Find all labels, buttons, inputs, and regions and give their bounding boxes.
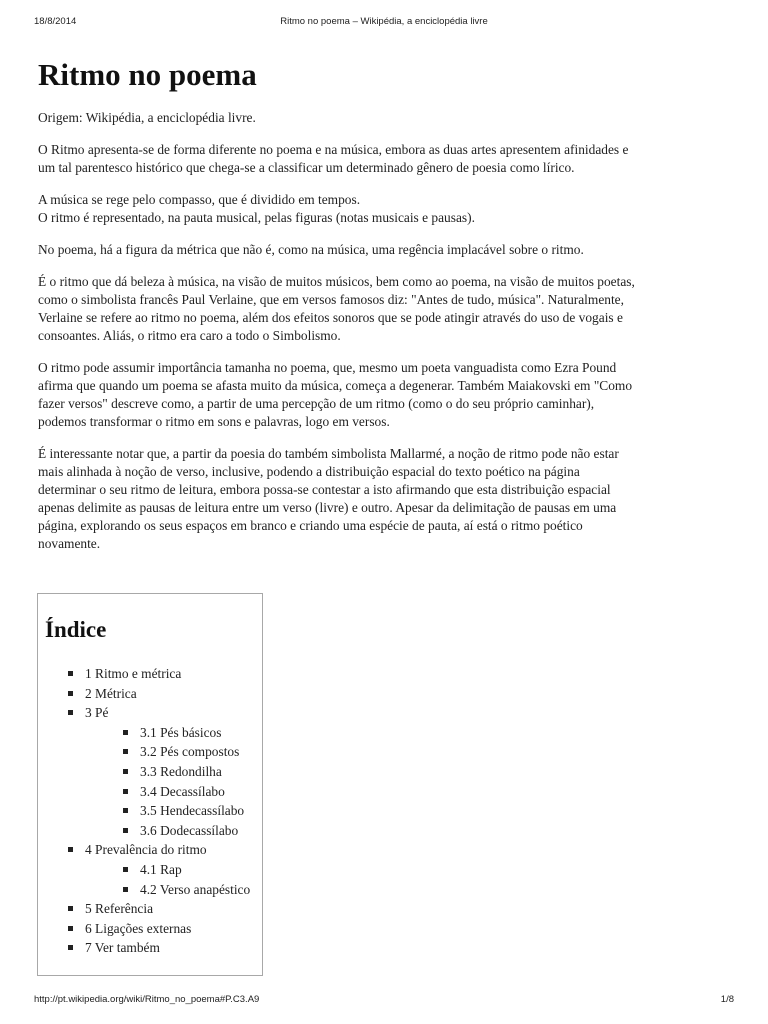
paragraph-line: podemos transformar o ritmo em sons e palavras, logo em versos.: [38, 414, 390, 429]
paragraph-line: O Ritmo apresenta-se de forma diferente no poema e na música, embora as duas artes apresentem afinidades e: [38, 142, 629, 157]
toc-link[interactable]: 5 Referência: [85, 901, 154, 917]
bullet-icon: [123, 887, 128, 892]
paragraph-line: consoantes. Aliás, o ritmo era caro a todo o Simbolismo.: [38, 328, 341, 343]
paragraph-line: apenas delimite as pausas de leitura entre um verso (livre) e outro. Apesar da delimitação de pausas em uma: [38, 500, 617, 515]
toc-item: [68, 742, 250, 762]
bullet-icon: [68, 847, 73, 852]
toc-item: [68, 938, 250, 958]
paragraph-line: É interessante notar que, a partir da poesia do também simbolista Mallarmé, a noção de ritmo pode não estar: [38, 446, 619, 461]
toc-link[interactable]: 4 Prevalência do ritmo: [85, 842, 207, 858]
article-paragraph: [38, 141, 738, 177]
toc-link[interactable]: 7 Ver também: [85, 940, 160, 956]
bullet-icon: [68, 710, 73, 715]
toc-link[interactable]: 3.3 Redondilha: [140, 763, 222, 779]
toc-item: [68, 880, 250, 900]
bullet-icon: [68, 671, 73, 676]
toc-title: Índice: [45, 617, 107, 642]
toc-link[interactable]: 3.4 Decassílabo: [140, 783, 225, 799]
paragraph-line: Verlaine se refere ao ritmo no poema, além dos efeitos sonoros que se pode atingir através do uso de vogais e: [38, 310, 623, 325]
bullet-icon: [123, 769, 128, 774]
toc-item: [68, 821, 250, 841]
paragraph-line: A música se rege pelo compasso, que é dividido em tempos.: [38, 192, 361, 207]
toc-item: [68, 723, 250, 743]
bullet-icon: [123, 867, 128, 872]
print-footer: [34, 994, 734, 1008]
article-paragraph: [38, 273, 738, 345]
article-title: Ritmo no poema: [38, 57, 257, 92]
article-paragraph: [38, 241, 738, 259]
paragraph-line: um tal parentesco histórico que chega-se a classificar um determinado gênero de poesia como lírico.: [38, 160, 575, 175]
bullet-icon: [68, 945, 73, 950]
paragraph-line: mais alinhada à noção de verso, inclusive, podendo a distribuição espacial do texto poético na página: [38, 464, 580, 479]
article-content: [38, 56, 738, 567]
paragraph-line: afirma que quando um poema se afasta muito da música, começa a degenerar. Também Maiakovski em "Como: [38, 378, 633, 393]
toc-link[interactable]: 2 Métrica: [85, 685, 137, 701]
toc-link[interactable]: 3 Pé: [85, 705, 109, 721]
article-origin: Origem: Wikipédia, a enciclopédia livre.: [38, 110, 256, 125]
toc-item: [68, 703, 250, 723]
toc-item: [68, 782, 250, 802]
bullet-icon: [68, 691, 73, 696]
toc-item: [68, 801, 250, 821]
bullet-icon: [123, 730, 128, 735]
toc-link[interactable]: 4.2 Verso anapéstico: [140, 881, 251, 897]
article-paragraph: [38, 445, 738, 553]
toc-item: [68, 684, 250, 704]
toc-link[interactable]: 3.5 Hendecassílabo: [140, 803, 245, 819]
toc-link[interactable]: 1 Ritmo e métrica: [85, 666, 182, 681]
paragraph-line: novamente.: [38, 536, 101, 551]
print-page-title: Ritmo no poema – Wikipédia, a enciclopédia livre: [280, 16, 488, 27]
paragraph-line: página, explorando os seus espaços em branco e criando uma espécie de pauta, aí está o ritmo poético: [38, 518, 583, 533]
print-header: [34, 16, 734, 30]
article-paragraph: [38, 359, 738, 431]
table-of-contents: [37, 593, 263, 976]
print-url: http://pt.wikipedia.org/wiki/Ritmo_no_poema#P.C3.A9: [34, 994, 260, 1005]
bullet-icon: [68, 926, 73, 931]
bullet-icon: [123, 749, 128, 754]
toc-link[interactable]: 6 Ligações externas: [85, 920, 192, 936]
paragraph-line: É o ritmo que dá beleza à música, na visão de muitos músicos, bem como ao poema, na visão de muitos poetas,: [38, 274, 635, 289]
paragraph-line: fazer versos" descreve como, a partir de uma percepção de um ritmo (como o do seu próprio caminhar),: [38, 396, 595, 411]
toc-item: [68, 860, 250, 880]
bullet-icon: [123, 808, 128, 813]
toc-link[interactable]: 4.1 Rap: [140, 861, 182, 877]
paragraph-line: O ritmo pode assumir importância tamanha no poema, que, mesmo um poeta vanguadista como Ezra Pound: [38, 360, 617, 375]
paragraph-line: O ritmo é representado, na pauta musical, pelas figuras (notas musicais e pausas).: [38, 210, 475, 225]
paragraph-line: determinar o seu ritmo de leitura, embora possa-se contestar a isto afirmando que esta distribuição espacial: [38, 482, 611, 497]
bullet-icon: [123, 828, 128, 833]
toc-link[interactable]: 3.2 Pés compostos: [140, 744, 240, 760]
article-body: [38, 141, 738, 553]
toc-item: [68, 762, 250, 782]
toc-link[interactable]: 3.6 Dodecassílabo: [140, 822, 239, 838]
toc-item: [68, 919, 250, 939]
toc-item: [68, 899, 250, 919]
paragraph-line: No poema, há a figura da métrica que não é, como na música, uma regência implacável sobre o ritmo.: [38, 242, 584, 257]
toc-item: [68, 840, 250, 860]
paragraph-line: como o simbolista francês Paul Verlaine, que em versos famosos diz: "Antes de tudo, música". Naturalmente,: [38, 292, 624, 307]
toc-item: [68, 664, 250, 684]
print-date: 18/8/2014: [34, 16, 77, 27]
article-paragraph: [38, 191, 738, 227]
print-page-number: 1/8: [720, 994, 734, 1005]
bullet-icon: [68, 906, 73, 911]
bullet-icon: [123, 789, 128, 794]
toc-list: [68, 664, 250, 958]
toc-link[interactable]: 3.1 Pés básicos: [140, 724, 222, 740]
